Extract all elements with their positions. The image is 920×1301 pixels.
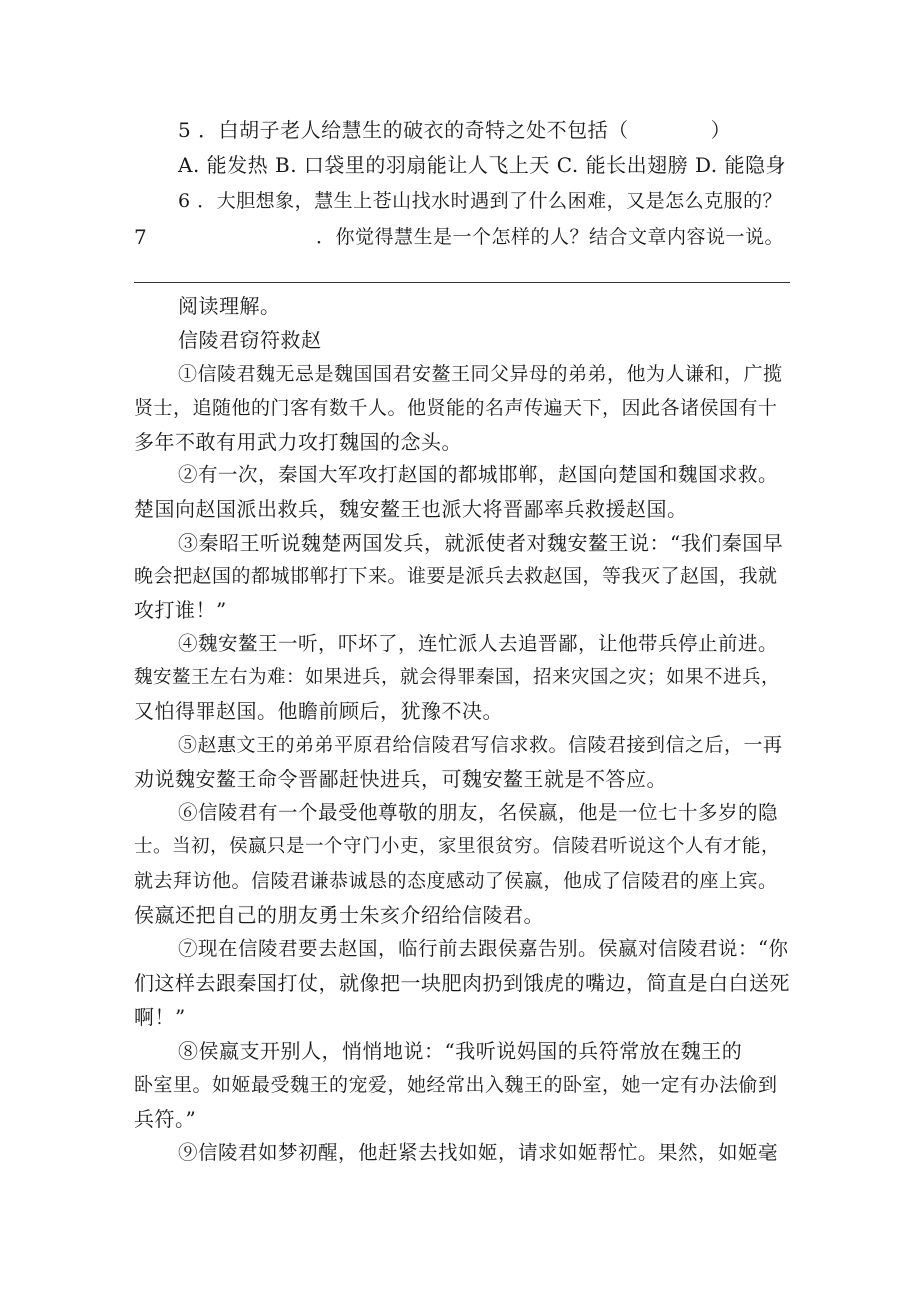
divider-line — [134, 282, 790, 283]
passage-line: ⑤赵惠文王的弟弟平原君给信陵君写信求救。信陵君接到信之后，一再 — [178, 734, 783, 756]
passage-line: ④魏安鳌王一听，吓坏了，连忙派人去追晋鄙，让他带兵停止前进。 — [178, 632, 779, 655]
passage-line: ②有一次，秦国大军攻打赵国的都城邯郸，赵国向楚国和魏国求救。 — [178, 463, 779, 486]
passage-line: ⑨信陵君如梦初醒，他赶紧去找如姬，请求如姬帮忙。果然，如姬毫 — [178, 1141, 779, 1164]
question-6: 6 ．大胆想象，慧生上苍山找水时遇到了什么困难，又是怎么克服的？ — [178, 190, 783, 212]
passage-line: ③秦昭王听说魏楚两国发兵，就派使者对魏安鳌王说：“我们秦国早 — [178, 531, 784, 555]
passage-line: 就去拜访他。信陵君谦恭诚恳的态度感动了侯嬴，他成了信陵君的座上宾。 — [134, 870, 778, 892]
passage-line: 贤士，追随他的门客有数千人。他贤能的名声传遍天下，因此各诸侯国有十 — [134, 397, 778, 419]
question-5: 5 ．白胡子老人给慧生的破衣的奇特之处不包括（ ） — [178, 118, 732, 142]
passage-line: ⑧侯嬴支开别人，悄悄地说：“我听说妈国的兵符常放在魏王的 — [178, 1039, 743, 1063]
passage-line: 晚会把赵国的都城邯郸打下来。谁要是派兵去救赵国，等我灭了赵国，我就 — [134, 565, 778, 587]
passage-line: 士。当初，侯嬴只是一个守门小吏，家里很贫穷。信陵君听说这个人有才能， — [134, 836, 781, 857]
passage-line: 啊！” — [134, 1005, 186, 1029]
passage-title: 信陵君窃符救赵 — [178, 328, 322, 352]
passage-line: ⑥信陵君有一个最受他尊敬的朋友，名侯嬴，他是一位七十多岁的隐 — [178, 801, 779, 824]
question-5-options: A. 能发热 B. 口袋里的羽扇能让人飞上天 C. 能长出翅膀 D. 能隐身 — [178, 153, 786, 177]
passage-line: ①信陵君魏无忌是魏国国君安鳌王同父异母的弟弟，他为人谦和，广揽 — [178, 363, 783, 385]
passage-line: 又怕得罪赵国。他瞻前顾后，犹豫不决。 — [134, 699, 503, 723]
passage-line: ⑦现在信陵君要去赵国，临行前去跟侯嘉告别。侯嬴对信陵君说：“你 — [178, 937, 789, 960]
passage-line: 卧室里。如姬最受魏王的宠爱，她经常出入魏王的卧室，她一定有办法偷到 — [134, 1074, 778, 1096]
reading-heading: 阅读理解。 — [178, 294, 281, 318]
passage-line: 攻打谁！” — [134, 598, 227, 622]
question-7-text: ．你觉得慧生是一个怎样的人？结合文章内容说一说。 — [316, 226, 785, 248]
question-7-number: 7 — [134, 225, 148, 249]
passage-line: 兵符。” — [134, 1107, 197, 1131]
passage-line: 魏安鳌王左右为难：如果进兵，就会得罪秦国，招来灾国之灾；如果不进兵， — [134, 667, 781, 688]
passage-line: 侯嬴还把自己的朋友勇士朱亥介绍给信陵君。 — [134, 903, 544, 927]
passage-line: 楚国向赵国派出救兵，魏安鳌王也派大将晋鄙率兵救援赵国。 — [134, 497, 688, 521]
passage-line: 劝说魏安鳌王命令晋鄙赶快进兵，可魏安鳌王就是不答应。 — [134, 767, 667, 791]
passage-line: 多年不敢有用武力攻打魏国的念头。 — [134, 430, 462, 454]
passage-line: 们这样去跟秦国打仗，就像把一块肥肉扔到饿虎的嘴边，简直是白白送死 — [134, 971, 790, 995]
